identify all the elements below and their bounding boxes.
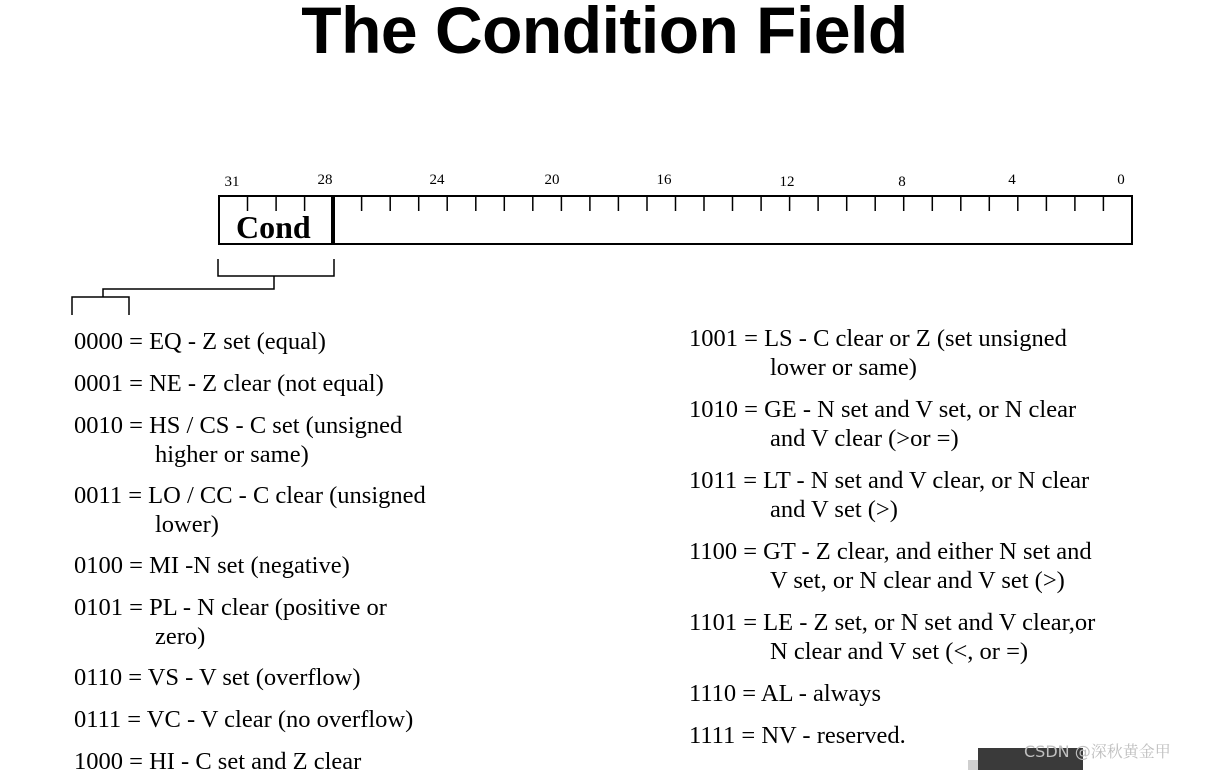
condition-line: 1000 = HI - C set and Z clear [74, 748, 362, 775]
condition-entry [74, 369, 384, 398]
condition-entry [74, 327, 326, 356]
condition-entry [74, 481, 426, 539]
bit-label-24: 24 [429, 172, 445, 188]
condition-entry [74, 411, 402, 469]
condition-entry [74, 663, 360, 692]
bracket-connector [103, 276, 274, 297]
bit-number-labels [225, 172, 1125, 190]
condition-line: 1100 = GT - Z clear, and either N set and [689, 538, 1092, 565]
condition-line: 1010 = GE - N set and V set, or N clear [689, 396, 1077, 423]
condition-entry [74, 705, 413, 734]
bit-label-12: 12 [779, 174, 795, 190]
condition-line: 0010 = HS / CS - C set (unsigned [74, 412, 403, 439]
bit-label-4: 4 [1008, 172, 1016, 188]
condition-line: 1011 = LT - N set and V clear, or N clear [689, 467, 1090, 494]
condition-entry [689, 608, 1095, 666]
condition-continuation: zero) [155, 623, 206, 650]
corner-decoration [968, 760, 978, 770]
condition-line: 0110 = VS - V set (overflow) [74, 664, 361, 691]
page-title: The Condition Field [301, 0, 908, 67]
cond-field-label: Cond [236, 209, 311, 245]
condition-continuation: V set, or N clear and V set (>) [770, 567, 1065, 594]
condition-entry [689, 537, 1092, 595]
condition-line: 1111 = NV - reserved. [689, 722, 906, 749]
condition-continuation: and V set (>) [770, 496, 898, 523]
watermark: CSDN @深秋黄金甲 [1024, 742, 1171, 761]
condition-line: 0001 = NE - Z clear (not equal) [74, 370, 384, 397]
bit-ticks [248, 196, 1104, 211]
list-bracket [72, 297, 129, 315]
bit-label-8: 8 [898, 174, 906, 190]
condition-line: 1101 = LE - Z set, or N set and V clear,or [689, 609, 1096, 636]
condition-line: 0011 = LO / CC - C clear (unsigned [74, 482, 426, 509]
condition-continuation: lower or same) [770, 354, 917, 381]
cond-bracket [218, 259, 334, 276]
condition-line: 0111 = VC - V clear (no overflow) [74, 706, 414, 733]
condition-line: 0000 = EQ - Z set (equal) [74, 328, 326, 355]
bit-label-20: 20 [544, 172, 560, 188]
condition-entry [74, 747, 361, 776]
condition-entry [689, 721, 906, 750]
condition-continuation: higher or same) [155, 441, 309, 468]
bit-label-31: 31 [224, 174, 240, 190]
condition-line: 1110 = AL - always [689, 680, 882, 707]
condition-line: 0100 = MI -N set (negative) [74, 552, 350, 579]
condition-entry [689, 395, 1076, 453]
bit-label-0: 0 [1117, 172, 1125, 188]
condition-line: 0101 = PL - N clear (positive or [74, 594, 387, 621]
condition-entry [689, 466, 1089, 524]
condition-line: 1001 = LS - C clear or Z (set unsigned [689, 325, 1067, 352]
bit-label-28: 28 [317, 172, 333, 188]
condition-entry [689, 324, 1067, 382]
condition-continuation: and V clear (>or =) [770, 425, 959, 452]
condition-entry [74, 551, 350, 580]
condition-entry [74, 593, 387, 651]
condition-entry [689, 679, 881, 708]
bit-label-16: 16 [656, 172, 672, 188]
condition-continuation: lower) [155, 511, 219, 538]
condition-continuation: N clear and V set (<, or =) [770, 638, 1029, 665]
